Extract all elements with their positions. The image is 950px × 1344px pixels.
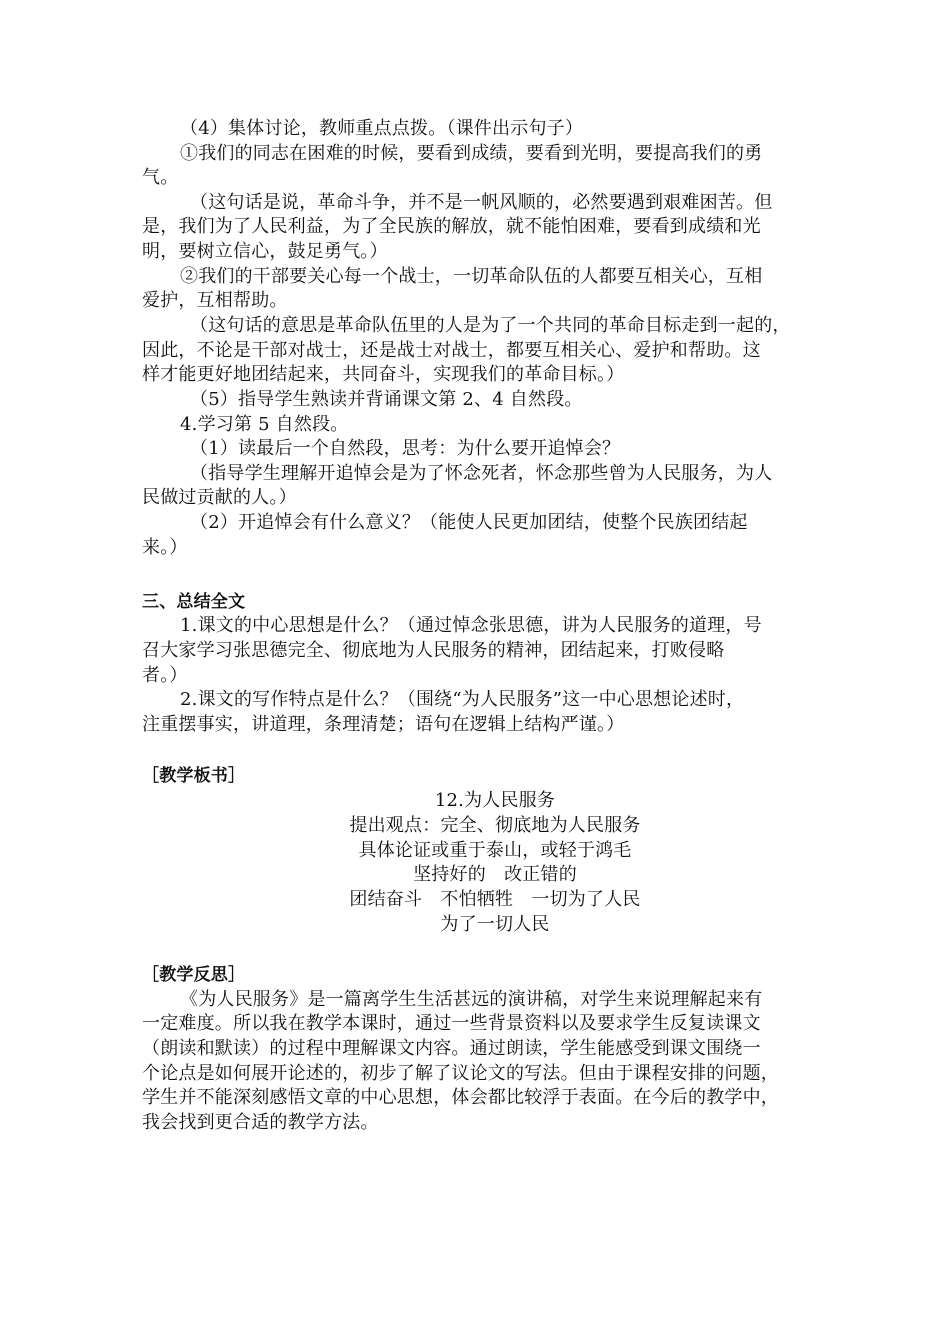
board-title: 12.为人民服务 bbox=[434, 790, 556, 811]
paragraph-line: （4）集体讨论，教师重点点拨。（课件出示句子） bbox=[180, 118, 584, 139]
paragraph-line: 因此，不论是干部对战士，还是战士对战士，都要互相关心、爱护和帮助。这 bbox=[142, 340, 761, 361]
paragraph-line: （2）开追悼会有什么意义？（能使人民更加团结，使整个民族团结起 bbox=[190, 512, 748, 533]
paragraph-line: 4.学习第 5 自然段。 bbox=[180, 414, 349, 435]
paragraph-line: 一定难度。所以我在教学本课时，通过一些背景资料以及要求学生反复读课文 bbox=[142, 1013, 761, 1034]
board-line: 提出观点：完全、彻底地为人民服务 bbox=[349, 815, 641, 836]
paragraph-line: 2.课文的写作特点是什么？（围绕“为人民服务”这一中心思想论述时， bbox=[180, 689, 745, 710]
paragraph-line: ②我们的干部要关心每一个战士，一切革命队伍的人都要互相关心，互相 bbox=[180, 266, 763, 287]
paragraph-line: 《为人民服务》是一篇离学生生活甚远的演讲稿，对学生来说理解起来有 bbox=[180, 989, 763, 1010]
paragraph-line: （这句话是说，革命斗争，并不是一帆风顺的，必然要遇到艰难困苦。但 bbox=[190, 192, 773, 213]
board-heading: ［教学板书］ bbox=[142, 766, 246, 786]
paragraph-line: 气。 bbox=[142, 167, 179, 188]
reflection-heading: ［教学反思］ bbox=[142, 965, 246, 985]
paragraph-line: 个论点是如何展开论述的，初步了解了议论文的写法。但由于课程安排的问题， bbox=[142, 1063, 779, 1084]
paragraph-line: 是，我们为了人民利益，为了全民族的解放，就不能怕困难，要看到成绩和光 bbox=[142, 216, 761, 237]
paragraph-line: 样才能更好地团结起来，共同奋斗，实现我们的革命目标。） bbox=[142, 364, 625, 385]
board-line: 团结奋斗 不怕牺牲 一切为了人民 bbox=[349, 889, 641, 910]
board-line: 坚持好的 改正错的 bbox=[413, 864, 577, 885]
paragraph-line: 者。） bbox=[142, 665, 188, 686]
paragraph-line: 学生并不能深刻感悟文章的中心思想，体会都比较浮于表面。在今后的教学中， bbox=[142, 1087, 779, 1108]
paragraph-line: 召大家学习张思德完全、彻底地为人民服务的精神，团结起来，打败侵略 bbox=[142, 640, 725, 661]
board-line: 具体论证或重于泰山，或轻于鸿毛 bbox=[358, 840, 632, 861]
paragraph-line: 来。） bbox=[142, 537, 188, 558]
paragraph-line: 民做过贡献的人。） bbox=[142, 487, 297, 508]
paragraph-line: （5）指导学生熟读并背诵课文第 2、4 自然段。 bbox=[190, 389, 583, 410]
paragraph-line: （指导学生理解开追悼会是为了怀念死者，怀念那些曾为人民服务，为人 bbox=[190, 463, 773, 484]
paragraph-line: （这句话的意思是革命队伍里的人是为了一个共同的革命目标走到一起的， bbox=[190, 315, 791, 336]
paragraph-line: 我会找到更合适的教学方法。 bbox=[142, 1112, 379, 1133]
paragraph-line: 注重摆事实，讲道理，条理清楚；语句在逻辑上结构严谨。） bbox=[142, 714, 625, 735]
paragraph-line: ①我们的同志在困难的时候，要看到成绩，要看到光明，要提高我们的勇 bbox=[180, 143, 763, 164]
paragraph-line: 明，要树立信心，鼓足勇气。） bbox=[142, 241, 388, 262]
paragraph-line: 1.课文的中心思想是什么？（通过悼念张思德，讲为人民服务的道理，号 bbox=[180, 615, 762, 636]
paragraph-line: 爱护，互相帮助。 bbox=[142, 290, 288, 311]
board-line: 为了一切人民 bbox=[440, 914, 550, 935]
section-heading: 三、总结全文 bbox=[142, 592, 246, 612]
paragraph-line: （1）读最后一个自然段，思考：为什么要开追悼会？ bbox=[190, 438, 621, 459]
paragraph-line: （朗读和默读）的过程中理解课文内容。通过朗读，学生能感受到课文围绕一 bbox=[142, 1038, 761, 1059]
